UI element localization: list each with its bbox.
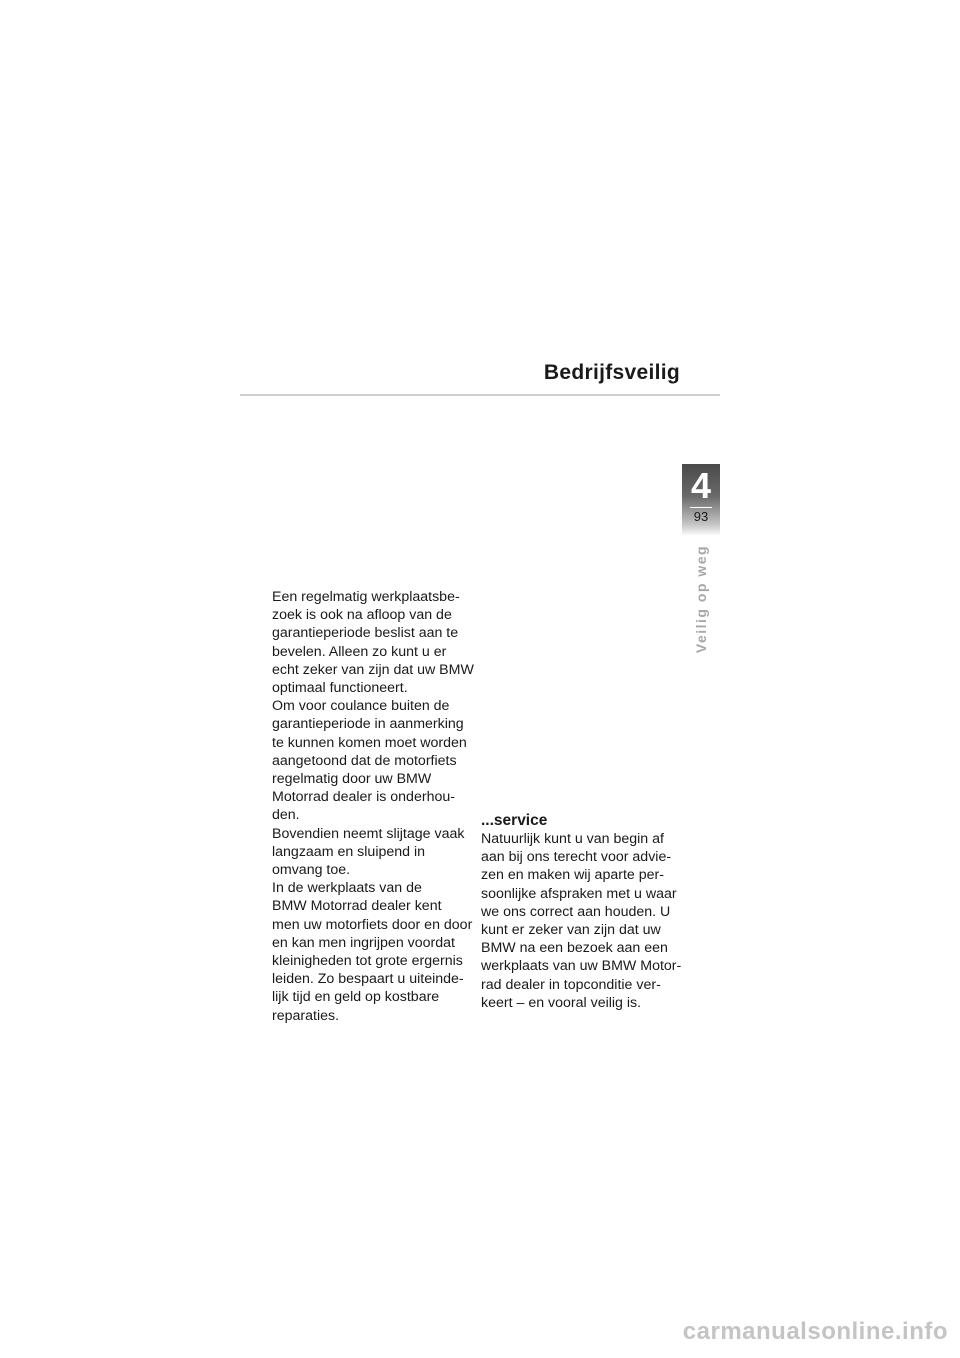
text-line: Bovendien neemt slijtage vaak — [272, 825, 465, 842]
chapter-number: 4 — [690, 465, 712, 506]
text-line: In de werkplaats van de — [272, 880, 422, 897]
text-line: BMW Motorrad dealer kent — [272, 898, 442, 915]
page-number: 93 — [693, 509, 709, 524]
text-line: soonlijke afspraken met u waar — [481, 885, 677, 902]
text-line: kunt er zeker van zijn dat uw — [481, 922, 661, 939]
page-header-title: Bedrijfsveilig — [543, 361, 680, 384]
text-line: Een regelmatig werkplaatsbe- — [272, 589, 460, 605]
text-line: Om voor coulance buiten de — [272, 698, 450, 715]
text-line: omvang toe. — [272, 862, 351, 879]
watermark: carmanualsonline.info — [682, 1318, 948, 1345]
text-line: aangetoond dat de motorfiets — [272, 752, 457, 769]
text-line: en kan men ingrijpen voordat — [272, 934, 455, 951]
text-line: Natuurlijk kunt u van begin af — [481, 831, 664, 847]
text-line: BMW na een bezoek aan een — [481, 940, 668, 957]
left-text-column — [272, 588, 472, 1025]
text-line: te kunnen komen moet worden — [272, 734, 467, 751]
text-line: kleinigheden tot grote ergernis — [272, 953, 463, 970]
right-text-column — [481, 812, 681, 1012]
text-line: werkplaats van uw BMW Motor- — [481, 958, 682, 975]
text-line: men uw motorfiets door en door — [272, 916, 473, 933]
text-line: bevelen. Alleen zo kunt u er — [272, 643, 447, 660]
text-line: we ons correct aan houden. U — [481, 903, 671, 920]
chapter-tab — [682, 464, 720, 536]
text-line: garantieperiode in aanmerking — [272, 716, 464, 733]
text-line: langzaam en sluipend in — [272, 843, 426, 860]
text-line: rad dealer in topconditie ver- — [481, 976, 661, 993]
text-line: aan bij ons terecht voor advie- — [481, 849, 672, 866]
text-line: Motorrad dealer is onderhou- — [272, 789, 455, 806]
text-line: echt zeker van zijn dat uw BMW — [272, 661, 474, 678]
section-heading: ...service — [481, 812, 548, 829]
text-line: den. — [272, 807, 300, 824]
text-line: optimaal functioneert. — [272, 680, 408, 697]
text-line: zoek is ook na afloop van de — [272, 607, 452, 624]
text-line: garantieperiode beslist aan te — [272, 625, 459, 642]
chapter-divider — [690, 507, 712, 508]
header-rule — [240, 394, 720, 396]
section-side-label: Veilig op weg — [693, 544, 709, 654]
text-line: reparaties. — [272, 1007, 340, 1024]
text-line: leiden. Zo bespaart u uiteinde- — [272, 971, 464, 988]
text-line: zen en maken wij aparte per- — [481, 867, 664, 884]
text-line: regelmatig door uw BMW — [272, 771, 432, 788]
text-line: lijk tijd en geld op kostbare — [272, 989, 440, 1006]
text-line: keert – en vooral veilig is. — [481, 994, 642, 1011]
